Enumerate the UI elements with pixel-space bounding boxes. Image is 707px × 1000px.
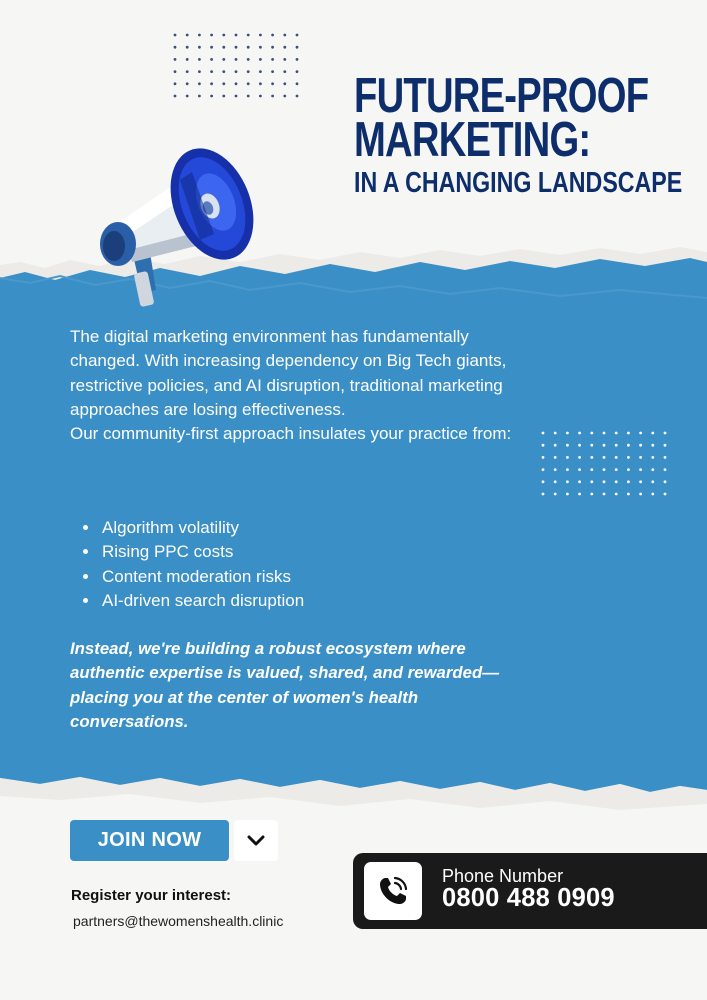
decorative-dot — [651, 480, 654, 483]
decorative-dot — [174, 95, 177, 98]
decorative-dot — [222, 95, 225, 98]
decorative-dot — [283, 70, 286, 73]
decorative-dot — [615, 468, 618, 471]
decorative-dot — [210, 70, 213, 73]
decorative-dot — [554, 432, 557, 435]
decorative-dot — [259, 70, 262, 73]
headline-line-2: MARKETING: — [354, 113, 591, 167]
decorative-dot — [174, 34, 177, 37]
decorative-dot — [235, 58, 238, 61]
decorative-dot — [296, 70, 299, 73]
decorative-dot — [578, 432, 581, 435]
phone-label: Phone Number — [442, 866, 564, 886]
decorative-dot — [271, 95, 274, 98]
list-item: • AI-driven search disruption — [100, 589, 304, 613]
phone-icon-tile — [364, 862, 422, 920]
decorative-dot — [554, 456, 557, 459]
list-item: • Algorithm volatility — [100, 516, 304, 540]
decorative-dot — [603, 480, 606, 483]
decorative-dot — [554, 468, 557, 471]
decorative-dot — [198, 46, 201, 49]
decorative-dot — [542, 493, 545, 496]
decorative-dot — [566, 493, 569, 496]
headline-subtitle: IN A CHANGING LANDSCAPE — [354, 167, 683, 199]
decorative-dot — [627, 480, 630, 483]
decorative-dot — [590, 444, 593, 447]
intro-paragraph-2: Our community-first approach insulates your practice from: — [70, 424, 512, 444]
decorative-dot — [247, 82, 250, 85]
decorative-dot — [222, 82, 225, 85]
decorative-dot — [554, 493, 557, 496]
decorative-dot — [198, 82, 201, 85]
decorative-dot — [615, 432, 618, 435]
dot-pattern-top — [172, 32, 304, 104]
decorative-dot — [186, 82, 189, 85]
decorative-dot — [222, 34, 225, 37]
risk-list — [80, 516, 304, 613]
decorative-dot — [283, 34, 286, 37]
decorative-dot — [283, 95, 286, 98]
decorative-dot — [283, 46, 286, 49]
decorative-dot — [210, 82, 213, 85]
decorative-dot — [578, 444, 581, 447]
intro-paragraph-1: The digital marketing environment has fundamentally changed. With increasing dependency on Big Tech giants, restrictive policies, and AI disruption, traditional marketing approaches are losing effectiveness. — [70, 327, 507, 419]
decorative-dot — [198, 34, 201, 37]
decorative-dot — [542, 480, 545, 483]
decorative-dot — [235, 95, 238, 98]
phone-number[interactable]: 0800 488 0909 — [442, 884, 615, 912]
decorative-dot — [271, 58, 274, 61]
headline — [354, 69, 694, 200]
decorative-dot — [664, 444, 667, 447]
decorative-dot — [590, 480, 593, 483]
decorative-dot — [664, 432, 667, 435]
decorative-dot — [603, 432, 606, 435]
decorative-dot — [542, 468, 545, 471]
decorative-dot — [664, 468, 667, 471]
decorative-dot — [578, 468, 581, 471]
decorative-dot — [639, 468, 642, 471]
decorative-dot — [210, 58, 213, 61]
intro-text — [70, 325, 515, 446]
decorative-dot — [566, 432, 569, 435]
decorative-dot — [259, 58, 262, 61]
decorative-dot — [210, 46, 213, 49]
decorative-dot — [651, 444, 654, 447]
decorative-dot — [186, 95, 189, 98]
decorative-dot — [259, 95, 262, 98]
decorative-dot — [235, 34, 238, 37]
decorative-dot — [296, 46, 299, 49]
join-now-button[interactable]: JOIN NOW — [70, 820, 229, 861]
decorative-dot — [247, 34, 250, 37]
decorative-dot — [578, 480, 581, 483]
decorative-dot — [174, 58, 177, 61]
phone-icon — [376, 874, 410, 908]
decorative-dot — [186, 70, 189, 73]
decorative-dot — [627, 432, 630, 435]
decorative-dot — [603, 456, 606, 459]
headline-line-1: FUTURE-PROOF — [354, 69, 649, 123]
decorative-dot — [186, 46, 189, 49]
decorative-dot — [590, 493, 593, 496]
decorative-dot — [639, 456, 642, 459]
decorative-dot — [615, 493, 618, 496]
decorative-dot — [554, 444, 557, 447]
decorative-dot — [554, 480, 557, 483]
decorative-dot — [259, 34, 262, 37]
decorative-dot — [639, 444, 642, 447]
decorative-dot — [296, 58, 299, 61]
decorative-dot — [627, 493, 630, 496]
decorative-dot — [578, 493, 581, 496]
decorative-dot — [603, 493, 606, 496]
decorative-dot — [566, 456, 569, 459]
decorative-dot — [259, 82, 262, 85]
decorative-dot — [578, 456, 581, 459]
decorative-dot — [271, 82, 274, 85]
decorative-dot — [222, 70, 225, 73]
decorative-dot — [603, 444, 606, 447]
list-item: • Rising PPC costs — [100, 540, 304, 564]
decorative-dot — [259, 46, 262, 49]
decorative-dot — [627, 456, 630, 459]
contact-email[interactable]: partners@thewomenshealth.clinic — [73, 913, 284, 929]
decorative-dot — [271, 46, 274, 49]
decorative-dot — [542, 432, 545, 435]
decorative-dot — [603, 468, 606, 471]
decorative-dot — [296, 95, 299, 98]
decorative-dot — [271, 34, 274, 37]
register-label: Register your interest: — [71, 887, 232, 904]
decorative-dot — [186, 34, 189, 37]
decorative-dot — [615, 444, 618, 447]
decorative-dot — [198, 95, 201, 98]
decorative-dot — [174, 70, 177, 73]
decorative-dot — [651, 493, 654, 496]
decorative-dot — [627, 444, 630, 447]
list-item: • Content moderation risks — [100, 565, 304, 589]
decorative-dot — [198, 58, 201, 61]
decorative-dot — [590, 432, 593, 435]
decorative-dot — [235, 46, 238, 49]
decorative-dot — [639, 493, 642, 496]
decorative-dot — [296, 34, 299, 37]
megaphone-icon — [92, 132, 257, 310]
decorative-dot — [664, 480, 667, 483]
decorative-dot — [566, 444, 569, 447]
decorative-dot — [198, 70, 201, 73]
decorative-dot — [590, 468, 593, 471]
decorative-dot — [174, 46, 177, 49]
decorative-dot — [651, 456, 654, 459]
decorative-dot — [627, 468, 630, 471]
decorative-dot — [566, 480, 569, 483]
decorative-dot — [222, 58, 225, 61]
decorative-dot — [247, 46, 250, 49]
decorative-dot — [174, 82, 177, 85]
decorative-dot — [247, 70, 250, 73]
decorative-dot — [664, 493, 667, 496]
expand-button[interactable] — [234, 820, 278, 861]
decorative-dot — [186, 58, 189, 61]
decorative-dot — [210, 34, 213, 37]
decorative-dot — [247, 95, 250, 98]
decorative-dot — [542, 456, 545, 459]
decorative-dot — [664, 456, 667, 459]
decorative-dot — [615, 456, 618, 459]
decorative-dot — [283, 82, 286, 85]
decorative-dot — [639, 432, 642, 435]
decorative-dot — [247, 58, 250, 61]
decorative-dot — [222, 46, 225, 49]
decorative-dot — [651, 468, 654, 471]
decorative-dot — [639, 480, 642, 483]
decorative-dot — [566, 468, 569, 471]
decorative-dot — [235, 70, 238, 73]
decorative-dot — [296, 82, 299, 85]
decorative-dot — [651, 432, 654, 435]
dot-pattern-right — [540, 430, 672, 506]
decorative-dot — [542, 444, 545, 447]
decorative-dot — [615, 480, 618, 483]
decorative-dot — [283, 58, 286, 61]
closing-statement: Instead, we're building a robust ecosystem where authentic expertise is valued, shared, and rewarded—placing you at the center of women's health conversations. — [70, 639, 500, 731]
decorative-dot — [210, 95, 213, 98]
decorative-dot — [590, 456, 593, 459]
decorative-dot — [271, 70, 274, 73]
chevron-down-icon — [246, 834, 266, 848]
decorative-dot — [235, 82, 238, 85]
